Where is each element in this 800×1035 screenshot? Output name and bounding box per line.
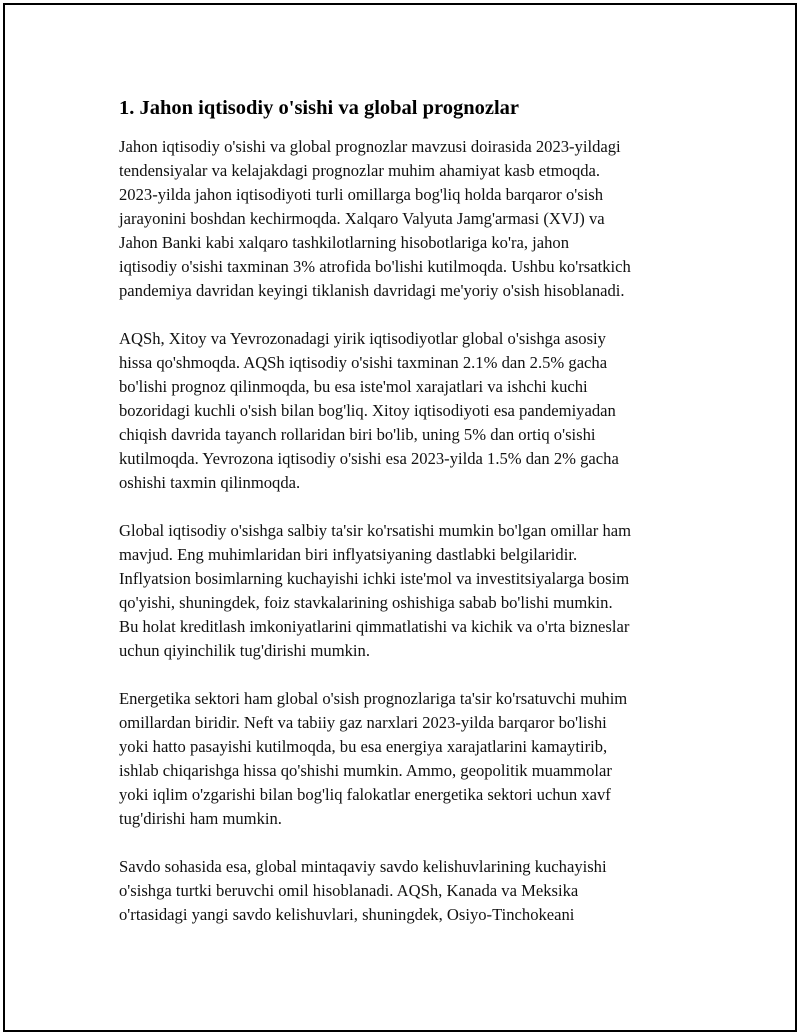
paragraph-line: yoki iqlim o'zgarishi bilan bog'liq falokatlar energetika sektori uchun xavf [119,785,611,804]
paragraph-line: yoki hatto pasayishi kutilmoqda, bu esa energiya xarajatlarini kamaytirib, [119,737,608,756]
paragraph-line: pandemiya davridan keyingi tiklanish davridagi me'yoriy o'sish hisoblanadi. [119,281,625,300]
paragraph-line: o'rtasidagi yangi savdo kelishuvlari, shuningdek, Osiyo-Tinchokeani [119,905,575,924]
paragraph-line: Inflyatsion bosimlarning kuchayishi ichki iste'mol va investitsiyalarga bosim [119,569,630,588]
paragraph-line: ishlab chiqarishga hissa qo'shishi mumkin. Ammo, geopolitik muammolar [119,761,612,780]
paragraph-4 [119,687,699,831]
paragraph-line: 2023-yilda jahon iqtisodiyoti turli omillarga bog'liq holda barqaror o'sish [119,185,604,204]
paragraph-line: mavjud. Eng muhimlaridan biri inflyatsiyaning dastlabki belgilaridir. [119,545,578,564]
paragraph-5 [119,855,699,927]
paragraph-line: bozoridagi kuchli o'sish bilan bog'liq. Xitoy iqtisodiyoti esa pandemiyadan [119,401,616,420]
paragraph-line: Jahon iqtisodiy o'sishi va global prognozlar mavzusi doirasida 2023-yildagi [119,137,621,156]
page-frame [3,3,797,1032]
paragraph-line: bo'lishi prognoz qilinmoqda, bu esa iste'mol xarajatlari va ishchi kuchi [119,377,588,396]
paragraph-line: tug'dirishi ham mumkin. [119,809,282,828]
paragraph-line: qo'yishi, shuningdek, foiz stavkalarining oshishiga sabab bo'lishi mumkin. [119,593,613,612]
paragraph-3 [119,519,699,663]
paragraph-line: oshishi taxmin qilinmoqda. [119,473,301,492]
paragraph-line: Bu holat kreditlash imkoniyatlarini qimmatlatishi va kichik va o'rta bizneslar [119,617,630,636]
paragraph-1 [119,135,699,303]
paragraph-line: omillardan biridir. Neft va tabiiy gaz narxlari 2023-yilda barqaror bo'lishi [119,713,607,732]
paragraph-line: chiqish davrida tayanch rollaridan biri bo'lib, uning 5% dan ortiq o'sishi [119,425,596,444]
paragraph-line: uchun qiyinchilik tug'dirishi mumkin. [119,641,370,660]
paragraph-2 [119,327,699,495]
paragraph-line: Energetika sektori ham global o'sish prognozlariga ta'sir ko'rsatuvchi muhim [119,689,628,708]
paragraph-line: Jahon Banki kabi xalqaro tashkilotlarning hisobotlariga ko'ra, jahon [119,233,570,252]
paragraph-line: kutilmoqda. Yevrozona iqtisodiy o'sishi esa 2023-yilda 1.5% dan 2% gacha [119,449,619,468]
paragraph-line: Savdo sohasida esa, global mintaqaviy savdo kelishuvlarining kuchayishi [119,857,607,876]
paragraph-line: AQSh, Xitoy va Yevrozonadagi yirik iqtisodiyotlar global o'sishga asosiy [119,329,606,348]
paragraph-line: Global iqtisodiy o'sishga salbiy ta'sir ko'rsatishi mumkin bo'lgan omillar ham [119,521,632,540]
section-heading: 1. Jahon iqtisodiy o'sishi va global prognozlar [119,97,520,119]
paragraph-line: o'sishga turtki beruvchi omil hisoblanadi. AQSh, Kanada va Meksika [119,881,579,900]
document-body [119,93,699,951]
paragraph-line: tendensiyalar va kelajakdagi prognozlar muhim ahamiyat kasb etmoqda. [119,161,601,180]
paragraph-line: hissa qo'shmoqda. AQSh iqtisodiy o'sishi taxminan 2.1% dan 2.5% gacha [119,353,608,372]
paragraph-line: jarayonini boshdan kechirmoqda. Xalqaro Valyuta Jamg'armasi (XVJ) va [119,209,605,228]
paragraph-line: iqtisodiy o'sishi taxminan 3% atrofida bo'lishi kutilmoqda. Ushbu ko'rsatkich [119,257,631,276]
